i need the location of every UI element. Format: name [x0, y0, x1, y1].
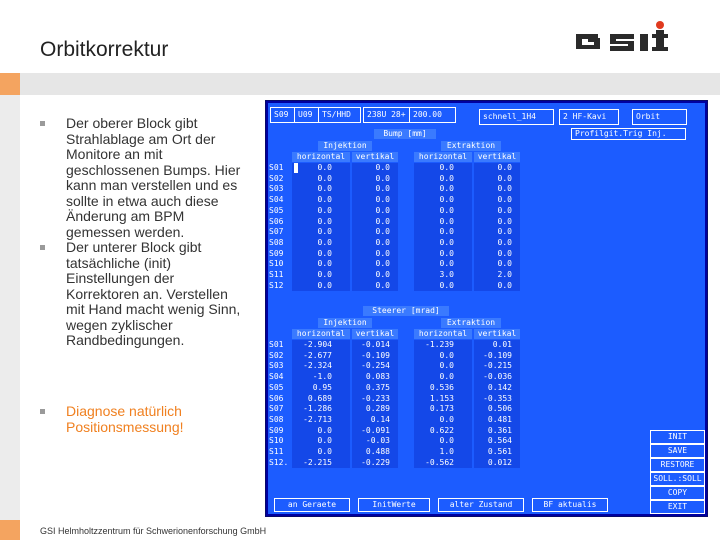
row-label: S09 — [269, 248, 284, 258]
value-cell[interactable]: 0.0 — [439, 436, 454, 446]
value-cell[interactable]: 0.0 — [375, 216, 390, 226]
row-label: S10 — [269, 436, 284, 446]
value-cell[interactable]: 1.0 — [439, 447, 454, 456]
value-cell[interactable]: -0.03 — [365, 436, 390, 446]
value-cell[interactable]: -0.036 — [483, 372, 512, 382]
gsi-logo — [572, 20, 684, 56]
col-vertical: vertikal — [352, 152, 398, 162]
row-label: S11 — [269, 447, 284, 456]
restore-button[interactable]: RESTORE — [650, 458, 705, 472]
value-cell[interactable]: 0.0 — [375, 205, 390, 215]
row-label: S05 — [269, 382, 284, 392]
value-cell[interactable]: 0.0 — [497, 280, 512, 290]
value-cell[interactable]: 0.142 — [487, 382, 512, 392]
value-cell[interactable]: -1.286 — [303, 404, 332, 414]
value-cell[interactable]: -0.109 — [483, 350, 512, 360]
bullet-text: Der unterer Block gibt tatsächliche (init) Einstellungen der Korrektoren an. Verstellen mit Hand macht wenig Sinn, wegen zyklischer Randbedingungen. — [66, 239, 241, 348]
value-cell[interactable]: -0.562 — [425, 457, 454, 467]
col-vertical: vertikal — [474, 152, 520, 162]
value-cell[interactable]: 0.375 — [365, 382, 390, 392]
row-label: S02 — [269, 173, 284, 183]
value-cell[interactable]: -1.0 — [312, 372, 332, 382]
value-cell[interactable]: 0.0 — [317, 270, 332, 279]
value-cell[interactable]: 0.0 — [497, 173, 512, 183]
value-cell[interactable]: 0.0 — [439, 237, 454, 247]
value-cell[interactable]: 0.0 — [439, 259, 454, 269]
value-cell[interactable]: 0.0 — [497, 259, 512, 269]
value-cell[interactable]: -0.233 — [361, 393, 390, 403]
soll-soll-button[interactable]: SOLL.:SOLL — [650, 472, 705, 486]
value-cell[interactable]: 0.0 — [375, 248, 390, 258]
value-cell[interactable]: 0.0 — [439, 372, 454, 382]
bullet-item — [38, 404, 250, 435]
init-button[interactable]: INIT — [650, 430, 705, 444]
value-cell[interactable]: 0.289 — [365, 404, 390, 414]
value-cell[interactable]: 0.0 — [439, 414, 454, 424]
initwerte-button[interactable]: InitWerte — [358, 498, 430, 512]
value-cell[interactable]: 0.506 — [487, 404, 512, 414]
value-cell[interactable]: -2.677 — [303, 350, 332, 360]
top-band — [0, 73, 720, 95]
row-label: S09 — [269, 425, 284, 435]
value-cell[interactable]: 0.0 — [439, 361, 454, 371]
value-cell[interactable]: 0.0 — [497, 216, 512, 226]
value-cell[interactable]: 0.083 — [365, 372, 390, 382]
bullet-marker — [40, 245, 45, 250]
value-cell[interactable]: 0.0 — [375, 259, 390, 269]
footer: GSI Helmholtzzentrum für Schwerionenforschung GmbH — [40, 526, 267, 536]
value-cell[interactable]: 0.0 — [439, 350, 454, 360]
row-label: S08 — [269, 237, 284, 247]
value-cell[interactable]: 0.012 — [487, 457, 512, 467]
value-cell[interactable]: -2.904 — [303, 340, 332, 349]
value-cell[interactable]: 0.0 — [439, 173, 454, 183]
value-cell[interactable]: -2.215 — [303, 457, 332, 467]
row-label: S07 — [269, 404, 284, 414]
row-label: S03 — [269, 184, 284, 194]
an-geraete-button[interactable]: an Geraete — [274, 498, 350, 512]
value-cell[interactable]: 0.0 — [317, 163, 332, 172]
extraction-label: Extraktion — [441, 141, 501, 151]
value-cell[interactable]: 0.0 — [497, 184, 512, 194]
orange-accent — [0, 73, 20, 95]
energy-field[interactable]: 200.00 — [409, 107, 456, 123]
value-cell[interactable]: 0.0 — [317, 184, 332, 194]
col-horizontal: horizontal — [414, 329, 472, 339]
col-horizontal: horizontal — [292, 329, 350, 339]
value-cell[interactable]: 0.0 — [375, 237, 390, 247]
col-vertical: vertikal — [352, 329, 398, 339]
bullet-item — [38, 116, 250, 240]
bump-title: Bump [mm] — [374, 129, 436, 139]
mode-select[interactable]: schnell_1H4 — [479, 109, 554, 125]
value-cell[interactable]: 0.0 — [497, 237, 512, 247]
value-cell[interactable]: 0.0 — [439, 184, 454, 194]
left-band — [0, 95, 20, 540]
value-cell[interactable]: -0.014 — [361, 340, 390, 349]
bullet-text: Diagnose natürlich Positionsmessung! — [66, 403, 184, 435]
device-field[interactable]: U09 — [294, 107, 319, 123]
value-cell[interactable]: 0.0 — [497, 227, 512, 237]
row-label: S10 — [269, 259, 284, 269]
value-cell[interactable]: 0.0 — [317, 205, 332, 215]
bf-aktualis-button[interactable]: BF aktualis — [532, 498, 608, 512]
value-cell[interactable]: 0.0 — [375, 173, 390, 183]
value-cell[interactable]: 0.0 — [375, 184, 390, 194]
injection-label: Injektion — [318, 318, 372, 328]
value-cell[interactable]: 0.0 — [439, 195, 454, 205]
value-cell[interactable]: 0.564 — [487, 436, 512, 446]
bullet-text: Der oberer Block gibt Strahlablage am Ort der Monitore an mit geschlossenen Bumps. Hier kann man verstellen und es sollte in etwa auch diese Änderung am BPM gemessen werden. — [66, 115, 241, 240]
row-label: S07 — [269, 227, 284, 237]
value-cell[interactable]: 0.0 — [497, 205, 512, 215]
value-cell[interactable]: -0.229 — [361, 457, 390, 467]
row-label: S02 — [269, 350, 284, 360]
value-cell[interactable]: 2.0 — [497, 270, 512, 279]
injection-label: Injektion — [318, 141, 372, 151]
exit-button[interactable]: EXIT — [650, 500, 705, 514]
bullet-marker — [40, 409, 45, 414]
value-cell[interactable]: 0.0 — [317, 436, 332, 446]
value-cell[interactable]: 0.14 — [370, 414, 390, 424]
value-cell[interactable]: 0.0 — [317, 425, 332, 435]
value-cell[interactable]: -2.713 — [303, 414, 332, 424]
value-cell[interactable]: -0.353 — [483, 393, 512, 403]
value-cell[interactable]: 0.361 — [487, 425, 512, 435]
col-horizontal: horizontal — [414, 152, 472, 162]
col-vertical: vertikal — [474, 329, 520, 339]
value-cell[interactable]: 0.0 — [317, 195, 332, 205]
value-cell[interactable]: 0.0 — [317, 173, 332, 183]
value-cell[interactable]: 0.0 — [439, 216, 454, 226]
row-label: S01 — [269, 340, 284, 349]
value-cell[interactable]: -0.254 — [361, 361, 390, 371]
steerer-title: Steerer [mrad] — [363, 306, 449, 316]
value-cell[interactable]: 0.536 — [429, 382, 454, 392]
value-cell[interactable]: 0.0 — [497, 163, 512, 172]
value-cell[interactable]: 0.0 — [439, 163, 454, 172]
col-horizontal: horizontal — [292, 152, 350, 162]
value-cell[interactable]: -0.091 — [361, 425, 390, 435]
ring-sector-field[interactable]: S09 — [270, 107, 295, 123]
value-cell[interactable]: 0.0 — [317, 280, 332, 290]
row-label: S08 — [269, 414, 284, 424]
value-cell[interactable]: 0.0 — [317, 259, 332, 269]
orange-accent-bottom — [0, 520, 20, 540]
value-cell[interactable]: 0.0 — [375, 280, 390, 290]
ts-field[interactable]: TS/HHD — [318, 107, 361, 123]
value-cell[interactable]: 0.173 — [429, 404, 454, 414]
row-label: S06 — [269, 393, 284, 403]
value-cell[interactable]: 3.0 — [439, 270, 454, 279]
value-cell[interactable]: 0.0 — [375, 163, 390, 172]
value-cell[interactable]: 0.01 — [492, 340, 512, 349]
value-cell[interactable]: -2.324 — [303, 361, 332, 371]
row-label: S03 — [269, 361, 284, 371]
value-cell[interactable]: -0.109 — [361, 350, 390, 360]
value-cell[interactable]: 0.0 — [439, 227, 454, 237]
row-label: S04 — [269, 195, 284, 205]
value-cell[interactable]: 0.0 — [439, 248, 454, 258]
value-cell[interactable]: 0.0 — [375, 227, 390, 237]
value-cell[interactable]: 0.95 — [312, 382, 332, 392]
row-label: S12 — [269, 280, 284, 290]
value-cell[interactable]: 0.488 — [365, 447, 390, 456]
value-cell[interactable]: 0.481 — [487, 414, 512, 424]
value-cell[interactable]: -0.215 — [483, 361, 512, 371]
value-cell[interactable]: 0.0 — [317, 447, 332, 456]
value-cell[interactable]: 0.689 — [307, 393, 332, 403]
row-label: S04 — [269, 372, 284, 382]
value-cell[interactable]: 0.0 — [375, 195, 390, 205]
bullet-marker — [40, 121, 45, 126]
value-cell[interactable]: 0.0 — [317, 216, 332, 226]
alter-zustand-button[interactable]: alter Zustand — [438, 498, 524, 512]
value-cell[interactable]: -1.239 — [425, 340, 454, 349]
ion-field[interactable]: 238U 28+ — [363, 107, 410, 123]
bullet-list — [38, 115, 250, 435]
orbit-correction-screen — [265, 100, 708, 517]
extraction-label: Extraktion — [441, 318, 501, 328]
value-cell[interactable]: 0.0 — [375, 270, 390, 279]
orbit-select[interactable]: Orbit — [632, 109, 687, 125]
value-cell[interactable]: 0.0 — [317, 227, 332, 237]
text-cursor — [294, 163, 298, 173]
value-cell[interactable]: 0.622 — [429, 425, 454, 435]
row-label: S06 — [269, 216, 284, 226]
value-cell[interactable]: 0.0 — [439, 280, 454, 290]
value-cell[interactable]: 0.561 — [487, 447, 512, 456]
row-label: S11 — [269, 270, 284, 279]
bullet-item — [38, 240, 250, 349]
value-cell[interactable]: 1.153 — [429, 393, 454, 403]
copy-button[interactable]: COPY — [650, 486, 705, 500]
kavi-select[interactable]: 2 HF-Kavi — [559, 109, 619, 125]
value-cell[interactable]: 0.0 — [317, 237, 332, 247]
slide-title: Orbitkorrektur — [40, 38, 169, 61]
profilgit-trigger[interactable]: Profilgit.Trig Inj. — [571, 128, 686, 140]
value-cell[interactable]: 0.0 — [439, 205, 454, 215]
row-label: S05 — [269, 205, 284, 215]
value-cell[interactable]: 0.0 — [497, 248, 512, 258]
save-button[interactable]: SAVE — [650, 444, 705, 458]
value-cell[interactable]: 0.0 — [497, 195, 512, 205]
row-label: S01 — [269, 163, 284, 172]
row-label: S12. — [269, 457, 289, 467]
value-cell[interactable]: 0.0 — [317, 248, 332, 258]
